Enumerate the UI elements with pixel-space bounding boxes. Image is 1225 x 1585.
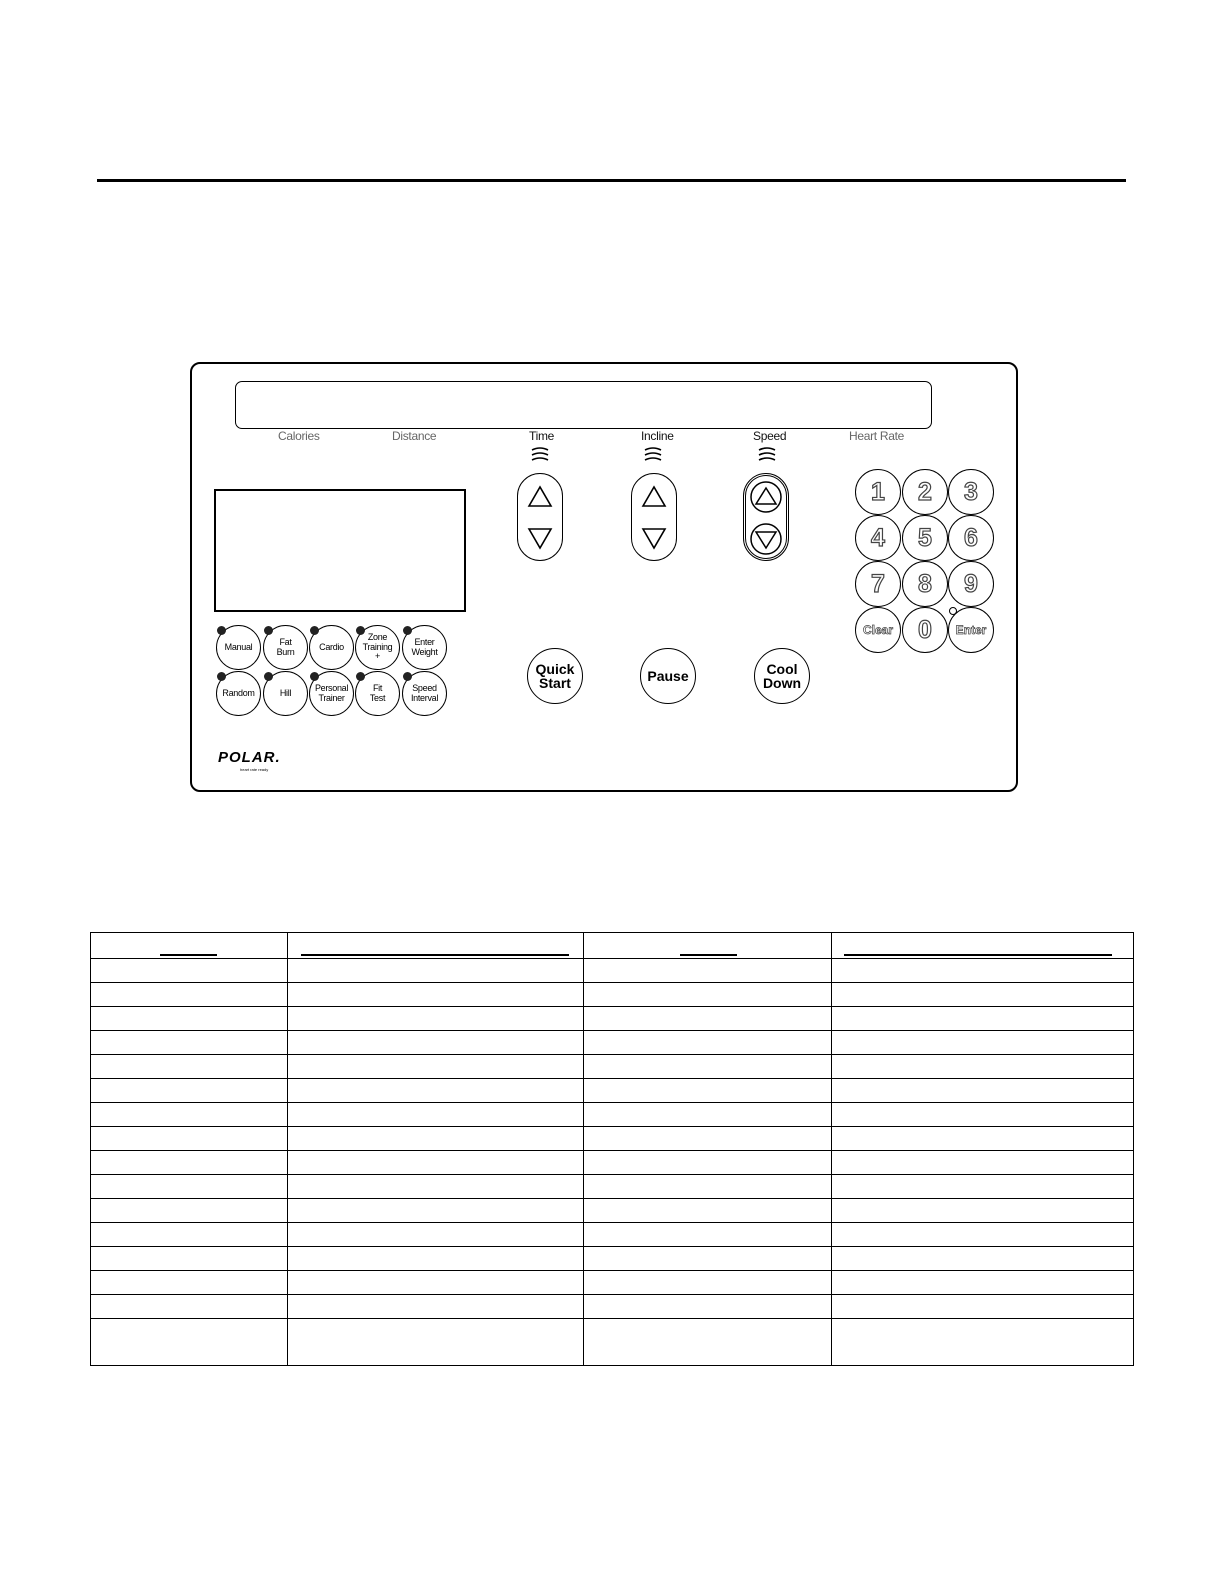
treadmill-console (190, 362, 1018, 792)
pause-button[interactable]: Pause (640, 648, 696, 704)
table-header-cell (583, 933, 832, 959)
calories-label: Calories (278, 429, 320, 443)
incline-up-arrow-icon[interactable] (639, 481, 669, 511)
incline-down-arrow-icon[interactable] (639, 524, 669, 554)
polar-logo (218, 749, 281, 772)
polar-logo-tagline: heart rate ready (240, 767, 269, 772)
quick-start-button[interactable]: Quick Start (527, 648, 583, 704)
keypad-6-button[interactable]: 6 (948, 515, 994, 561)
keypad-7-button[interactable]: 7 (855, 561, 901, 607)
table-header-cell (287, 933, 583, 959)
program-led-indicator (310, 672, 319, 681)
time-adjust-control (517, 473, 563, 561)
speed-down-arrow-icon[interactable] (749, 522, 783, 556)
wave-icon (530, 446, 550, 464)
table-row (91, 1079, 1134, 1103)
table-row (91, 1127, 1134, 1151)
random-button[interactable]: Random (216, 671, 261, 716)
program-led-indicator (356, 626, 365, 635)
program-led-indicator (356, 672, 365, 681)
table-row (91, 1223, 1134, 1247)
top-display-window (235, 381, 932, 429)
personal-trainer-button[interactable]: Personal Trainer (309, 671, 354, 716)
keypad-8-button[interactable]: 8 (902, 561, 948, 607)
table-row (91, 1031, 1134, 1055)
heart-rate-label: Heart Rate (849, 429, 905, 443)
keypad-enter-button[interactable]: Enter (948, 607, 994, 653)
table-row (91, 1271, 1134, 1295)
program-led-indicator (403, 626, 412, 635)
program-led-indicator (310, 626, 319, 635)
table-row (91, 1247, 1134, 1271)
table-row (91, 959, 1134, 983)
keypad-9-button[interactable]: 9 (948, 561, 994, 607)
program-led-indicator (264, 626, 273, 635)
fat-burn-button[interactable]: Fat Burn (263, 625, 308, 670)
wave-icon (643, 446, 663, 464)
table-row (91, 1055, 1134, 1079)
program-led-indicator (264, 672, 273, 681)
program-led-indicator (217, 626, 226, 635)
time-down-arrow-icon[interactable] (525, 524, 555, 554)
cool-down-button[interactable]: Cool Down (754, 648, 810, 704)
table-header-cell (91, 933, 288, 959)
keypad-3-button[interactable]: 3 (948, 469, 994, 515)
speed-adjust-control (743, 473, 789, 561)
enter-weight-button[interactable]: Enter Weight (402, 625, 447, 670)
table-header-cell (832, 933, 1134, 959)
enter-led-indicator (949, 607, 957, 615)
program-led-indicator (217, 672, 226, 681)
manual-button[interactable]: Manual (216, 625, 261, 670)
table-row (91, 1199, 1134, 1223)
table-row (91, 1007, 1134, 1031)
distance-label: Distance (392, 429, 437, 443)
time-label: Time (529, 429, 555, 443)
keypad-clear-button[interactable]: Clear (855, 607, 901, 653)
program-profile-display (214, 489, 466, 612)
table-row (91, 1295, 1134, 1319)
table-header-row (91, 933, 1134, 959)
wave-icon (757, 446, 777, 464)
hill-button[interactable]: Hill (263, 671, 308, 716)
table-row (91, 1175, 1134, 1199)
incline-label: Incline (641, 429, 674, 443)
speed-up-arrow-icon[interactable] (749, 480, 783, 514)
keypad-0-button[interactable]: 0 (902, 607, 948, 653)
fit-test-button[interactable]: Fit Test (355, 671, 400, 716)
table-row (91, 1151, 1134, 1175)
keypad-2-button[interactable]: 2 (902, 469, 948, 515)
polar-logo-wordmark: POLAR. (218, 749, 281, 766)
incline-adjust-control (631, 473, 677, 561)
zone-training-button[interactable]: Zone Training + (355, 625, 400, 670)
keypad-5-button[interactable]: 5 (902, 515, 948, 561)
table-row (91, 1319, 1134, 1366)
speed-label: Speed (753, 429, 787, 443)
speed-interval-button[interactable]: Speed Interval (402, 671, 447, 716)
table-row (91, 983, 1134, 1007)
keypad-1-button[interactable]: 1 (855, 469, 901, 515)
keypad-4-button[interactable]: 4 (855, 515, 901, 561)
cardio-button[interactable]: Cardio (309, 625, 354, 670)
table-row (91, 1103, 1134, 1127)
program-led-indicator (403, 672, 412, 681)
section-divider (97, 179, 1126, 182)
time-up-arrow-icon[interactable] (525, 481, 555, 511)
specification-table (90, 932, 1134, 1366)
